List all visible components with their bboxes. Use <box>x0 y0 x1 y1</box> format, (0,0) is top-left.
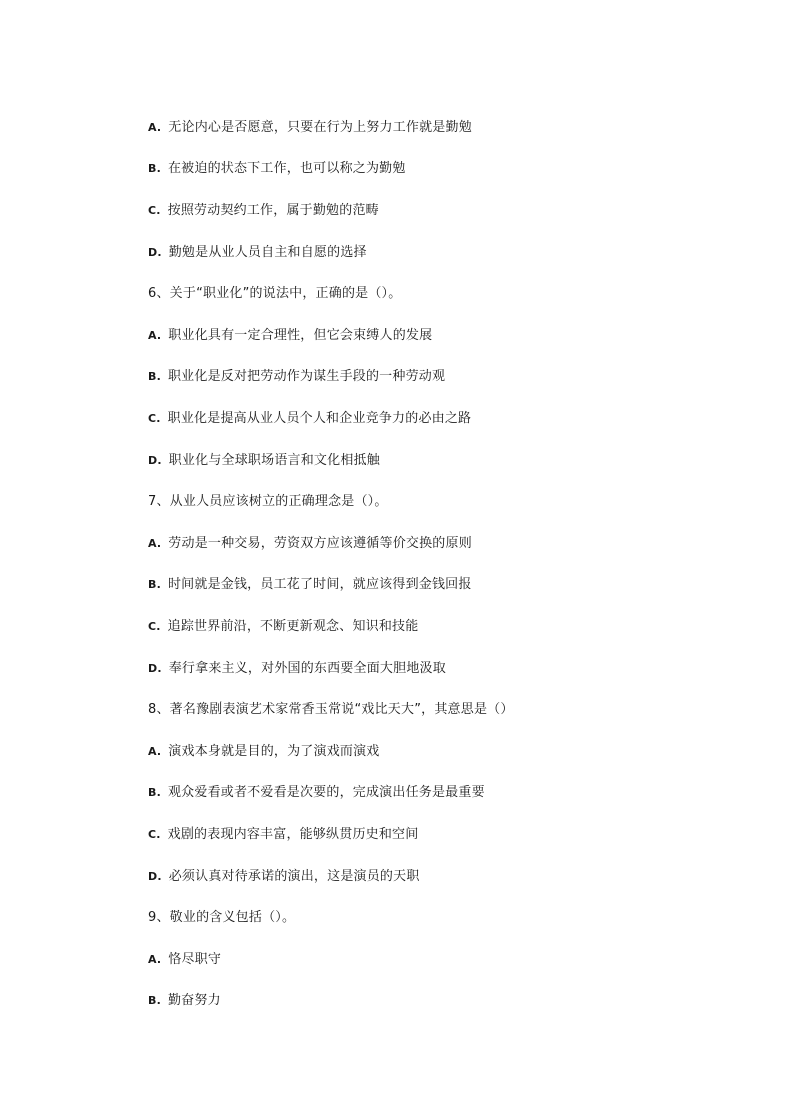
option-line <box>148 616 748 638</box>
option-text: 职业化是提高从业人员个人和企业竞争力的必由之路 <box>167 411 472 426</box>
option-text: 必须认真对待承诺的演出，这是演员的天职 <box>168 869 420 884</box>
option-text: 职业化是反对把劳动作为谋生手段的一种劳动观 <box>167 369 446 384</box>
option-letter: A. <box>148 537 162 550</box>
question-text: 9、敬业的含义包括（）。 <box>148 910 296 925</box>
option-text: 职业化与全球职场语言和文化相抵触 <box>168 453 380 468</box>
option-letter: A. <box>148 953 162 966</box>
question-line <box>148 907 748 929</box>
option-letter: C. <box>148 620 161 633</box>
option-text: 追踪世界前沿，不断更新观念、知识和技能 <box>167 619 419 634</box>
option-line <box>148 450 748 472</box>
option-text: 戏剧的表现内容丰富，能够纵贯历史和空间 <box>167 827 419 842</box>
option-letter: A. <box>148 745 162 758</box>
option-letter: B. <box>148 370 161 383</box>
option-text: 演戏本身就是目的，为了演戏而演戏 <box>168 744 380 759</box>
option-letter: A. <box>148 121 162 134</box>
option-letter: C. <box>148 828 161 841</box>
option-line <box>148 866 748 888</box>
option-letter: B. <box>148 786 161 799</box>
option-line <box>148 574 748 596</box>
option-line <box>148 782 748 804</box>
option-line <box>148 158 748 180</box>
option-line <box>148 117 748 139</box>
option-letter: C. <box>148 412 161 425</box>
option-text: 职业化具有一定合理性，但它会束缚人的发展 <box>168 328 433 343</box>
option-line <box>148 949 748 971</box>
option-text: 奉行拿来主义，对外国的东西要全面大胆地汲取 <box>168 661 446 676</box>
option-text: 劳动是一种交易，劳资双方应该遵循等价交换的原则 <box>168 536 472 551</box>
question-line <box>148 283 748 305</box>
option-line <box>148 658 748 680</box>
question-text: 8、著名豫剧表演艺术家常香玉常说“戏比天大”，其意思是（） <box>148 702 514 717</box>
option-line <box>148 408 748 430</box>
option-text: 时间就是金钱，员工花了时间，就应该得到金钱回报 <box>167 577 472 592</box>
option-line <box>148 533 748 555</box>
option-line <box>148 325 748 347</box>
question-text: 6、关于“职业化”的说法中，正确的是（）。 <box>148 286 402 301</box>
option-letter: B. <box>148 162 161 175</box>
option-text: 按照劳动契约工作，属于勤勉的范畴 <box>167 203 379 218</box>
option-letter: A. <box>148 329 162 342</box>
option-line <box>148 824 748 846</box>
option-line <box>148 366 748 388</box>
option-line <box>148 741 748 763</box>
option-line <box>148 200 748 222</box>
option-letter: D. <box>148 454 162 467</box>
option-letter: B. <box>148 578 161 591</box>
option-letter: B. <box>148 994 161 1007</box>
option-text: 勤奋努力 <box>167 993 221 1008</box>
question-line <box>148 699 748 721</box>
option-letter: D. <box>148 870 162 883</box>
option-text: 在被迫的状态下工作，也可以称之为勤勉 <box>167 161 406 176</box>
question-line <box>148 491 748 513</box>
option-letter: C. <box>148 204 161 217</box>
option-text: 观众爱看或者不爱看是次要的，完成演出任务是最重要 <box>167 785 485 800</box>
option-text: 无论内心是否愿意，只要在行为上努力工作就是勤勉 <box>168 120 472 135</box>
option-letter: D. <box>148 662 162 675</box>
option-text: 恪尽职守 <box>168 952 222 967</box>
question-text: 7、从业人员应该树立的正确理念是（）。 <box>148 494 388 509</box>
option-line <box>148 242 748 264</box>
option-letter: D. <box>148 246 162 259</box>
option-line <box>148 990 748 1012</box>
option-text: 勤勉是从业人员自主和自愿的选择 <box>168 245 367 260</box>
